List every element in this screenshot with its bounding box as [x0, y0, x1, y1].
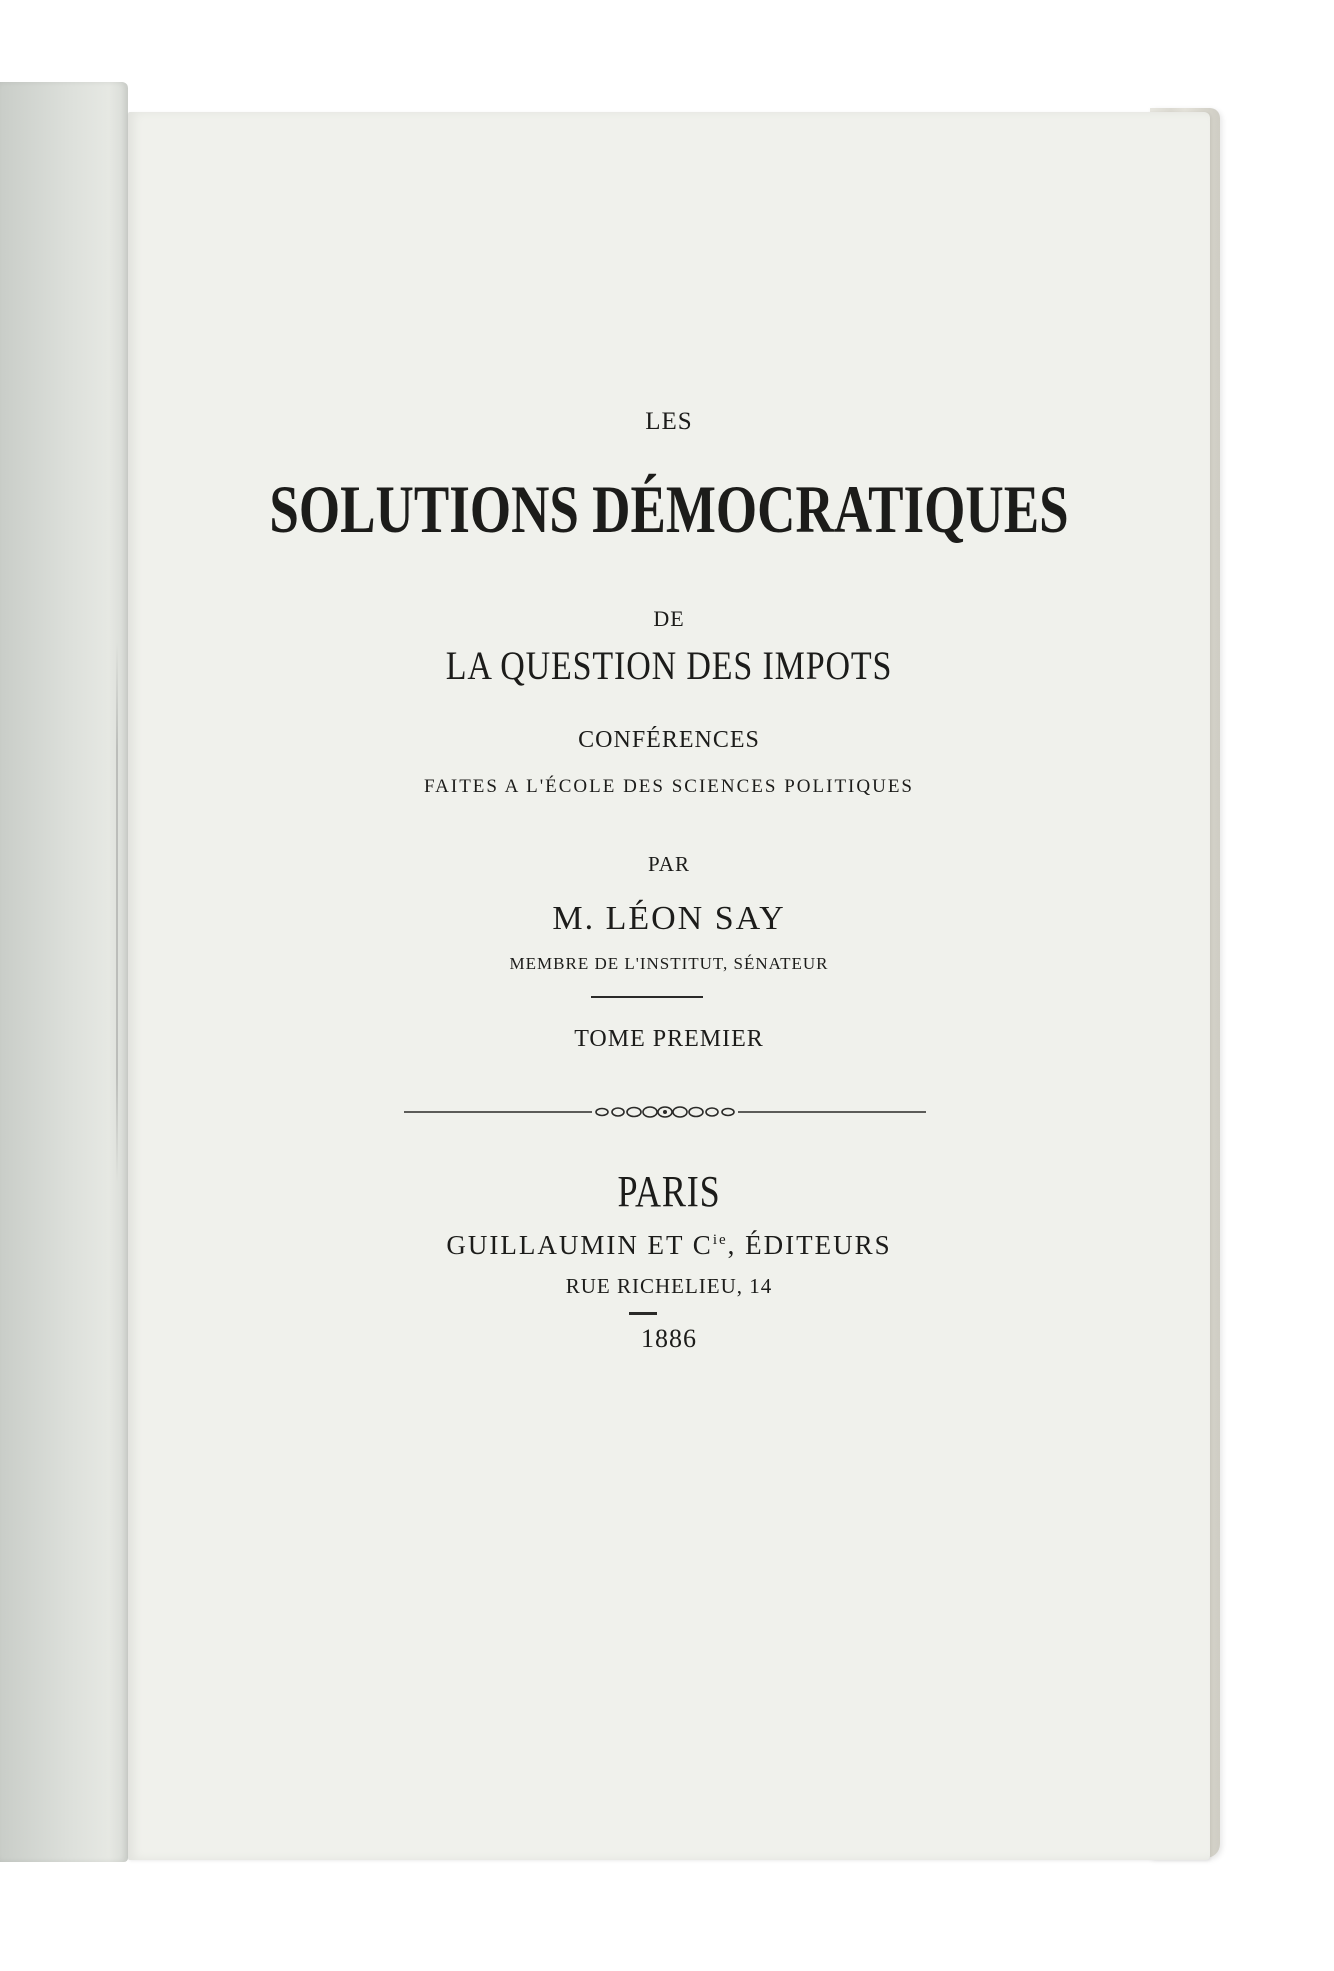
binding-stitch: [116, 642, 118, 1182]
publication-year: 1886: [641, 1324, 697, 1353]
year-rule: [629, 1312, 657, 1315]
left-cover-page: [0, 82, 128, 1862]
publisher-address: RUE RICHELIEU, 14: [565, 1274, 773, 1298]
publisher-superscript: ie: [712, 1232, 728, 1248]
lecture-venue: FAITES A L'ÉCOLE DES SCIENCES POLITIQUES: [423, 776, 914, 797]
by-label: PAR: [648, 852, 690, 876]
divider-rule: [591, 996, 703, 998]
publisher-suffix: , ÉDITEURS: [727, 1230, 892, 1260]
publisher-name: [128, 1230, 1210, 1261]
conferences-heading: CONFÉRENCES: [578, 727, 760, 753]
main-title: SOLUTIONS DÉMOCRATIQUES: [269, 471, 1069, 547]
ornament-divider-icon: [404, 1105, 926, 1119]
title-page: [128, 112, 1210, 1860]
volume-label: TOME PREMIER: [574, 1026, 764, 1052]
author-credentials: MEMBRE DE L'INSTITUT, SÉNATEUR: [509, 954, 829, 973]
imprint-city: PARIS: [617, 1167, 721, 1216]
subtitle: LA QUESTION DES IMPOTS: [445, 643, 893, 688]
title-page-text: [128, 112, 1210, 1860]
publisher-prefix: GUILLAUMIN ET C: [446, 1230, 713, 1260]
title-preposition: DE: [653, 606, 685, 631]
author-name: M. LÉON SAY: [552, 900, 786, 937]
title-article: LES: [645, 408, 693, 435]
